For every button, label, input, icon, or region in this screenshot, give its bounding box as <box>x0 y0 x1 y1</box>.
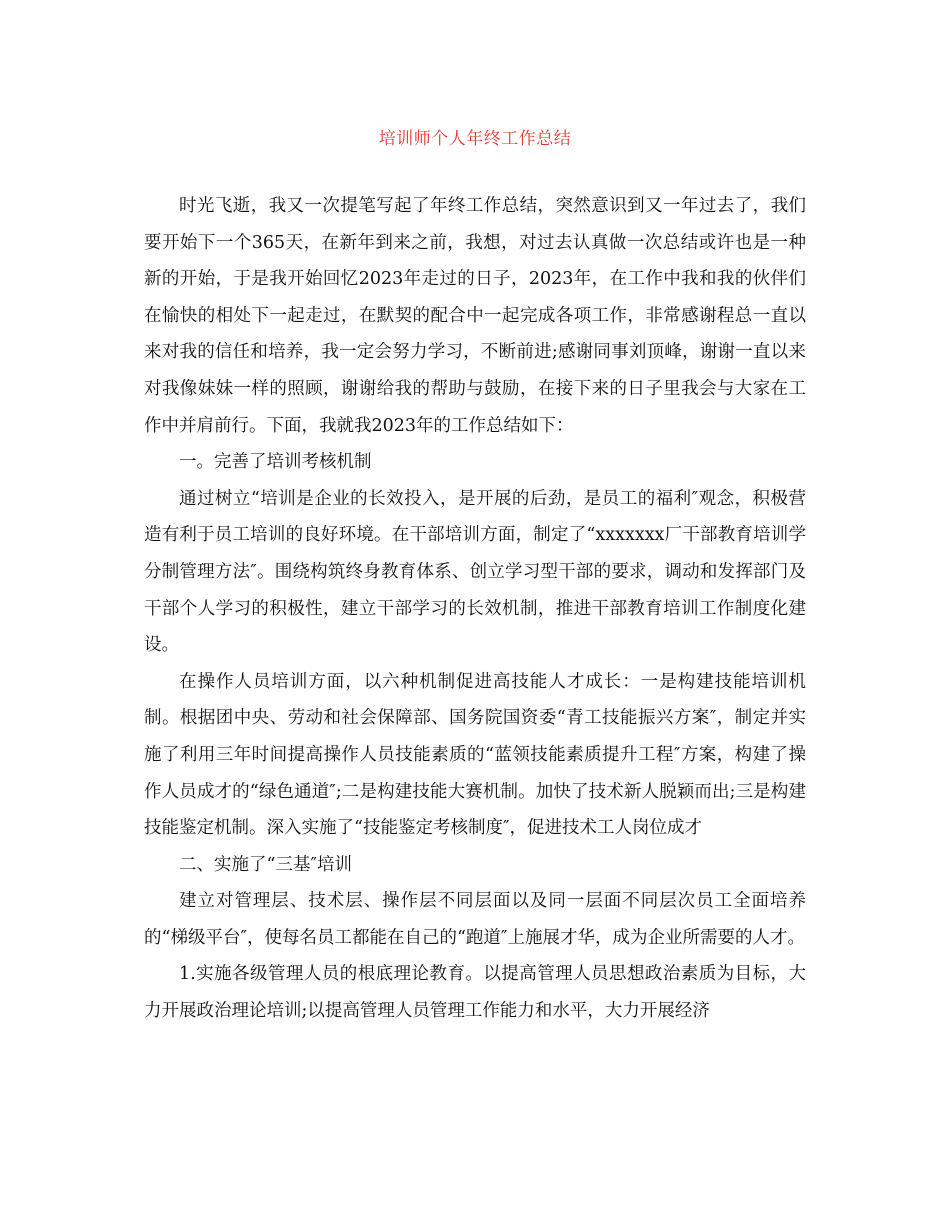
paragraph-management-education: 1.实施各级管理人员的根底理论教育。以提高管理人员思想政治素质为目标，大力开展政治理论培训;以提高管理人员管理工作能力和水平，大力开展经济 <box>144 964 806 1022</box>
paragraph-operator-training: 在操作人员培训方面，以六种机制促进高技能人才成长：一是构建技能培训机制。根据团中央、劳动和社会保障部、国务院国资委“青工技能振兴方案″，制定并实施了利用三年时间提高操作人员技能素质的“蓝领技能素质提升工程″方案，构建了操作人员成才的“绿色通道″;二是构建技能大赛机制。加快了技术新人脱颖而出;三是构建技能鉴定机制。深入实施了“技能鉴定考核制度″，促进技术工人岗位成才 <box>144 671 806 839</box>
document-body <box>144 188 806 1030</box>
paragraph-cadre-training: 通过树立“培训是企业的长效投入，是开展的后劲，是员工的福利″观念，积极营造有利于员工培训的良好环境。在干部培训方面，制定了“xxxxxxx厂干部教育培训学分制管理方法″。围绕构筑终身教育体系、创立学习型干部的要求，调动和发挥部门及干部个人学习的积极性，建立干部学习的长效机制，推进干部教育培训工作制度化建设。 <box>144 488 806 656</box>
paragraph-ladder-platform: 建立对管理层、技术层、操作层不同层面以及同一层面不同层次员工全面培养的“梯级平台″，使每名员工都能在自己的“跑道″上施展才华，成为企业所需要的人才。 <box>144 891 806 948</box>
paragraph-intro: 时光飞逝，我又一次提笔写起了年终工作总结，突然意识到又一年过去了，我们要开始下一个365天，在新年到来之前，我想，对过去认真做一次总结或许也是一种新的开始，于是我开始回忆2023年走过的日子，2023年，在工作中我和我的伙伴们在愉快的相处下一起走过，在默契的配合中一起完成各项工作，非常感谢程总一直以来对我的信任和培养，我一定会努力学习，不断前进;感谢同事刘顶峰，谢谢一直以来对我像妹妹一样的照顾，谢谢给我的帮助与鼓励，在接下来的日子里我会与大家在工作中并肩前行。下面，我就我2023年的工作总结如下： <box>144 196 806 436</box>
heading-section-1: 一。完善了培训考核机制 <box>179 452 372 473</box>
document-title: 培训师个人年终工作总结 <box>378 129 572 149</box>
heading-section-2: 二、实施了“三基″培训 <box>179 854 352 875</box>
